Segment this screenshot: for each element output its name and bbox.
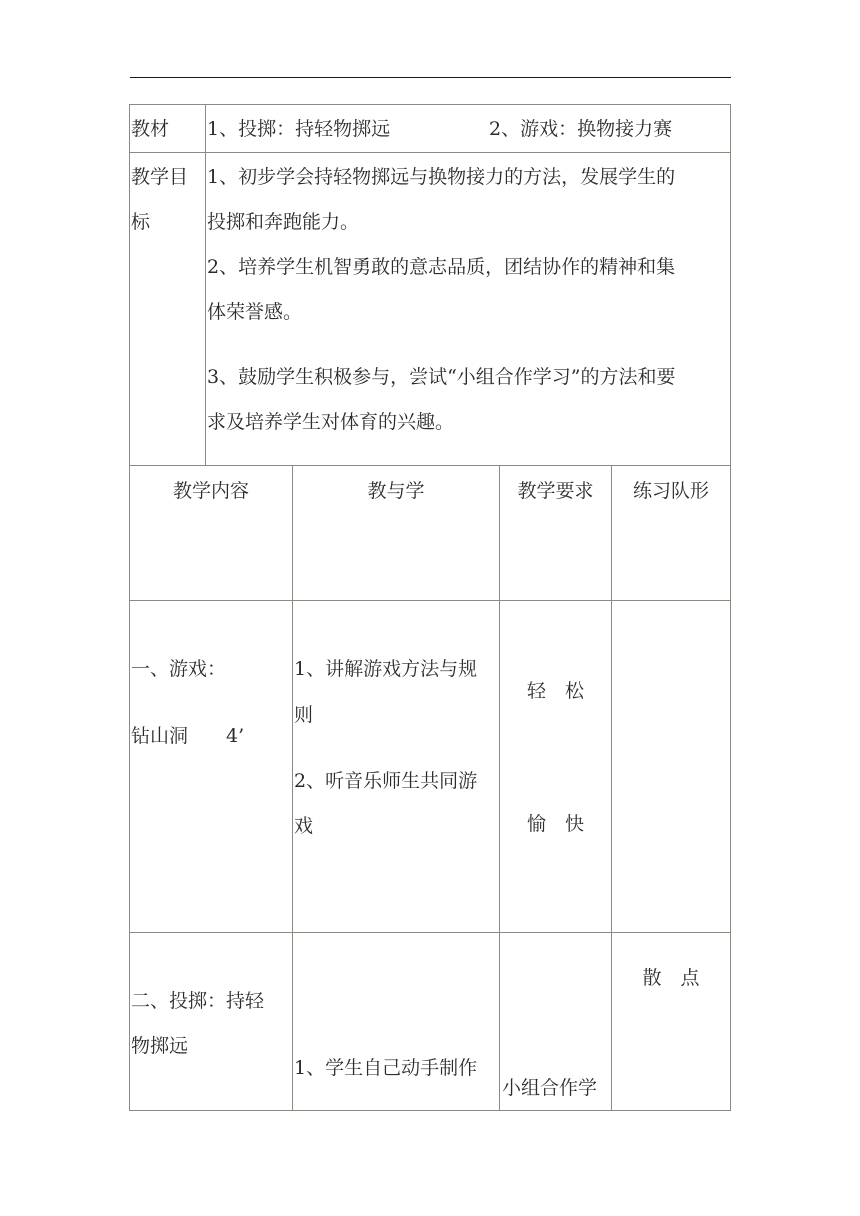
game-requirement-relaxed: 轻 松 [526, 680, 584, 702]
objective-2: 2、培养学生机智勇敢的意志品质，团结协作的精神和集 [207, 256, 676, 278]
header-teach-and-learn: 教与学 [367, 480, 425, 502]
table-border-right [730, 104, 731, 1111]
table-border-top [129, 104, 731, 105]
column-divider [611, 465, 612, 1111]
game-step-1: 1、讲解游戏方法与规 [294, 658, 478, 680]
table-border-bottom [129, 1110, 731, 1111]
game-requirement-happy: 愉 快 [526, 813, 584, 835]
objective-1-cont: 投掷和奔跑能力。 [207, 211, 360, 233]
game-step-2: 2、听音乐师生共同游 [294, 770, 478, 792]
objectives-label: 教学目 [131, 166, 189, 188]
game-step-1-cont: 则 [294, 704, 314, 726]
throw-formation: 散 点 [642, 967, 700, 989]
game-name: 钻山洞 [131, 725, 189, 747]
game-duration: 4’ [226, 725, 245, 747]
row-divider [129, 932, 731, 933]
table-border-left [129, 104, 130, 1111]
row-divider [129, 152, 731, 153]
material-item-throw: 1、投掷：持轻物掷远 [207, 118, 391, 140]
objectives-label-2: 标 [131, 211, 151, 233]
throw-step-1: 1、学生自己动手制作 [294, 1057, 478, 1079]
objective-3-cont: 求及培养学生对体育的兴趣。 [207, 411, 455, 433]
row-divider [129, 465, 731, 466]
throw-requirement: 小组合作学 [502, 1077, 598, 1099]
objective-1: 1、初步学会持轻物掷远与换物接力的方法，发展学生的 [207, 166, 676, 188]
objective-3: 3、鼓励学生积极参与，尝试“小组合作学习”的方法和要 [207, 366, 676, 388]
header-requirements: 教学要求 [517, 480, 594, 502]
column-divider [499, 465, 500, 1111]
column-divider [205, 104, 206, 466]
material-label: 教材 [131, 118, 170, 140]
throw-content-cont: 物掷远 [131, 1035, 189, 1057]
throw-content: 二、投掷：持轻 [131, 990, 265, 1012]
game-step-2-cont: 戏 [294, 815, 314, 837]
header-formation: 练习队形 [632, 480, 709, 502]
header-teaching-content: 教学内容 [172, 480, 249, 502]
column-divider [292, 465, 293, 1111]
row-divider [129, 600, 731, 601]
objective-2-cont: 体荣誉感。 [207, 301, 303, 323]
game-content: 一、游戏： [131, 658, 227, 680]
material-item-game: 2、游戏：换物接力赛 [489, 118, 673, 140]
